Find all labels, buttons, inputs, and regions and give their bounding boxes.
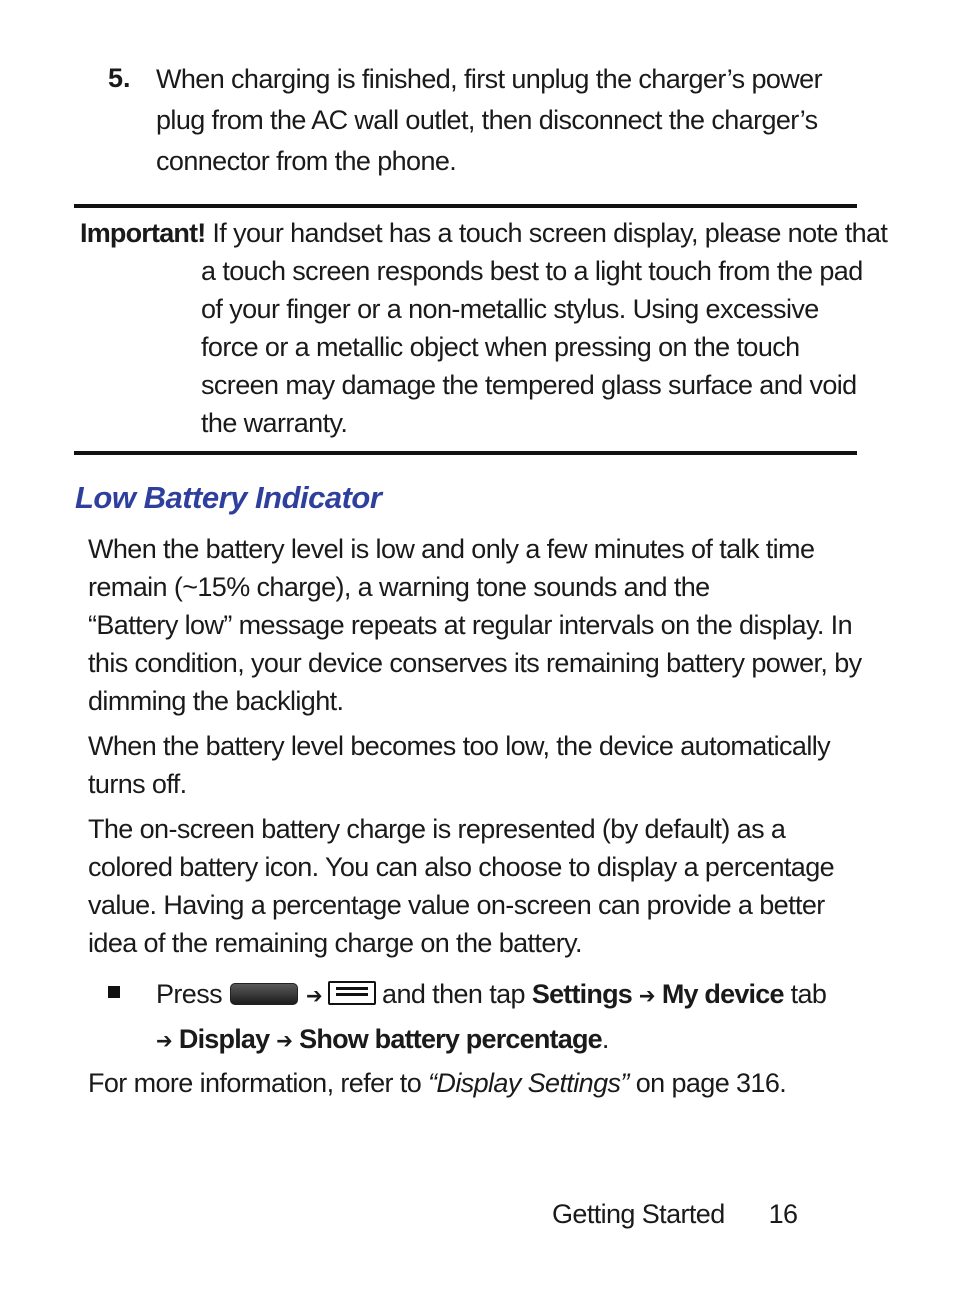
page-footer	[552, 1195, 797, 1233]
arrow-icon: ➔	[276, 1029, 293, 1054]
show-battery-percentage-label: Show battery percentage	[299, 1024, 602, 1054]
footer-section: Getting Started	[552, 1199, 725, 1229]
paragraph-line: “Battery low” message repeats at regular intervals on the display. In	[88, 610, 852, 640]
paragraph-line: When the battery level becomes too low, the device automatically	[88, 731, 831, 761]
tab-text: tab	[790, 979, 827, 1009]
important-line: the warranty.	[201, 408, 348, 438]
paragraph-line: When the battery level is low and only a few minutes of talk time	[88, 534, 815, 564]
paragraph-line: colored battery icon. You can also choose to display a percentage	[88, 852, 835, 882]
step-line: plug from the AC wall outlet, then disconnect the charger’s	[156, 105, 818, 135]
step-line: connector from the phone.	[156, 146, 457, 176]
step-line: When charging is finished, first unplug the charger’s power	[156, 64, 822, 94]
important-line: of your finger or a non-metallic stylus. Using excessive	[201, 294, 819, 324]
arrow-icon: ➔	[306, 984, 323, 1009]
more-info-prefix: For more information, refer to	[88, 1068, 422, 1098]
settings-label: Settings	[531, 979, 632, 1009]
menu-key-icon	[328, 981, 376, 1005]
important-top-rule	[74, 204, 857, 208]
page-number: 16	[768, 1199, 798, 1229]
important-line: force or a metallic object when pressing on the touch	[201, 332, 800, 362]
paragraph-line: this condition, your device conserves its remaining battery power, by	[88, 648, 862, 678]
and-then-tap-text: and then tap	[382, 979, 525, 1009]
display-settings-link[interactable]: “Display Settings”	[428, 1068, 629, 1098]
paragraph-low-battery	[88, 530, 868, 720]
important-label: Important!	[80, 218, 206, 248]
paragraph-line: turns off.	[88, 769, 187, 799]
important-bottom-rule	[74, 451, 857, 455]
more-info	[88, 1064, 786, 1102]
paragraph-line: remain (~15% charge), a warning tone sounds and the	[88, 572, 710, 602]
square-bullet-icon	[108, 986, 120, 998]
important-line: If your handset has a touch screen display, please note that	[205, 218, 888, 248]
important-line: a touch screen responds best to a light touch from the pad	[201, 256, 863, 286]
arrow-icon: ➔	[638, 984, 655, 1009]
step-text	[156, 59, 836, 182]
home-key-icon	[230, 983, 298, 1005]
my-device-label: My device	[661, 979, 784, 1009]
important-first-line	[80, 214, 888, 252]
press-text: Press	[156, 979, 223, 1009]
instruction-line-1	[156, 973, 876, 1018]
paragraph-line: dimming the backlight.	[88, 686, 344, 716]
section-heading: Low Battery Indicator	[75, 480, 382, 515]
paragraph-turns-off	[88, 727, 868, 803]
instruction-text	[156, 973, 876, 1063]
paragraph-line: value. Having a percentage value on-screen can provide a better	[88, 890, 825, 920]
important-note	[80, 214, 888, 442]
step-number: 5.	[108, 63, 131, 93]
paragraph-line: The on-screen battery charge is represented (by default) as a	[88, 814, 786, 844]
paragraph-battery-icon	[88, 810, 868, 962]
arrow-icon: ➔	[156, 1029, 172, 1054]
paragraph-line: idea of the remaining charge on the battery.	[88, 928, 582, 958]
important-line: screen may damage the tempered glass surface and void	[201, 370, 857, 400]
instruction-line-2	[156, 1018, 876, 1063]
more-info-suffix: on page 316.	[635, 1068, 787, 1098]
display-label: Display	[178, 1024, 270, 1054]
period-text: .	[601, 1024, 609, 1054]
